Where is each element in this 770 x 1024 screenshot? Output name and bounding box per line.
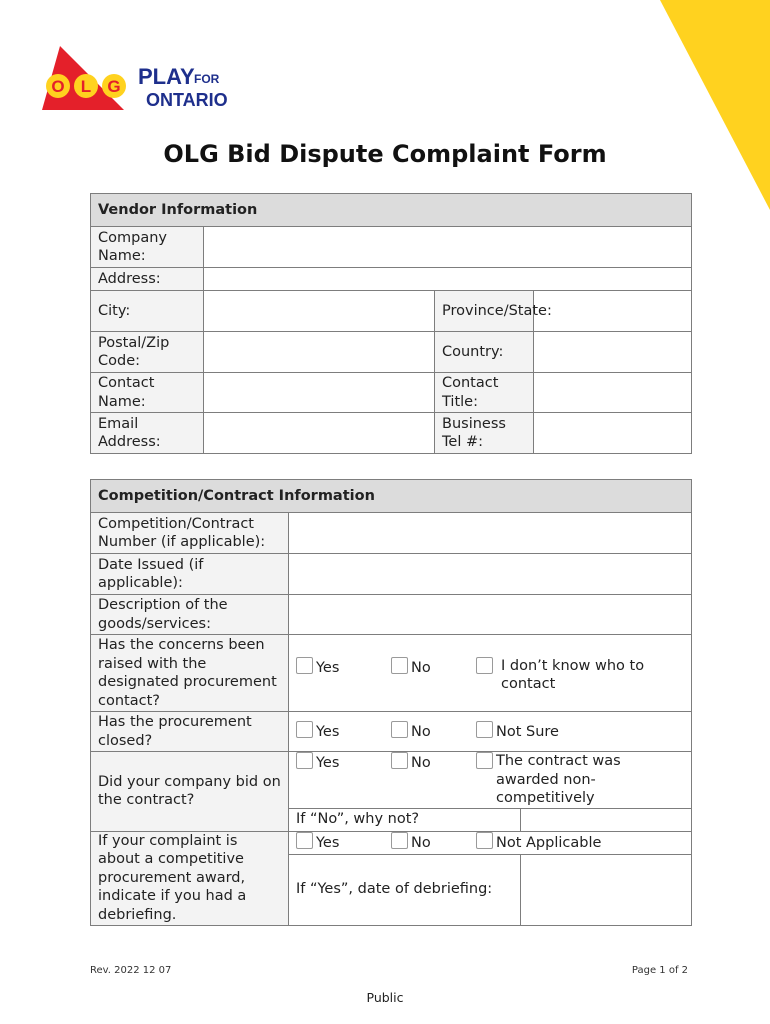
country-label: Country:: [435, 332, 534, 373]
debrief-question-label: If your complaint is about a competitive procurement award, indicate if you had a debriefing.: [91, 831, 289, 925]
debrief-date-field[interactable]: [521, 854, 692, 925]
checkbox-icon[interactable]: [476, 657, 493, 674]
concerns-raised-label: Has the concerns been raised with the designated procurement contact?: [91, 635, 289, 712]
address-label: Address:: [91, 268, 204, 291]
postal-zip-label: Postal/Zip Code:: [91, 332, 204, 373]
debrief-yes-option[interactable]: Yes: [296, 832, 391, 853]
did-bid-label: Did your company bid on the contract?: [91, 752, 289, 832]
date-issued-field[interactable]: [289, 554, 692, 595]
contact-title-field[interactable]: [534, 373, 692, 413]
contact-name-label: Contact Name:: [91, 373, 204, 413]
contact-title-label: Contact Title:: [435, 373, 534, 413]
debrief-date-label: If “Yes”, date of debriefing:: [289, 854, 521, 925]
logo-ontario: ONTARIO: [146, 90, 228, 110]
business-tel-field[interactable]: [534, 413, 692, 454]
checkbox-icon[interactable]: [391, 657, 408, 674]
country-field[interactable]: [534, 332, 692, 373]
description-field[interactable]: [289, 595, 692, 635]
checkbox-icon[interactable]: [476, 832, 493, 849]
revision-date: Rev. 2022 12 07: [90, 965, 172, 976]
competition-information-table: [90, 479, 692, 926]
logo-for: FOR: [194, 72, 220, 86]
closed-not-sure-option[interactable]: Not Sure: [476, 721, 559, 742]
closed-yes-option[interactable]: Yes: [296, 721, 391, 742]
province-state-field[interactable]: [534, 291, 692, 332]
checkbox-icon[interactable]: [296, 657, 313, 674]
contract-number-field[interactable]: [289, 513, 692, 554]
checkbox-icon[interactable]: [391, 832, 408, 849]
vendor-information-table: [90, 193, 692, 454]
company-name-label: Company Name:: [91, 227, 204, 268]
email-field[interactable]: [204, 413, 435, 454]
debrief-not-applicable-option[interactable]: Not Applicable: [476, 832, 601, 853]
date-issued-label: Date Issued (if applicable):: [91, 554, 289, 595]
address-field[interactable]: [204, 268, 692, 291]
city-field[interactable]: [204, 291, 435, 332]
contract-number-label: Competition/Contract Number (if applicable):: [91, 513, 289, 554]
closed-options: [289, 712, 692, 752]
concerns-no-option[interactable]: No: [391, 657, 476, 694]
debrief-no-option[interactable]: No: [391, 832, 476, 853]
concerns-yes-option[interactable]: Yes: [296, 657, 391, 694]
why-not-field[interactable]: [521, 808, 692, 831]
email-label: Email Address:: [91, 413, 204, 454]
debrief-options: [289, 831, 692, 854]
logo-letter-g: G: [107, 77, 121, 96]
olg-logo: [42, 46, 242, 114]
document-classification: Public: [366, 990, 404, 1005]
checkbox-icon[interactable]: [296, 721, 313, 738]
description-label: Description of the goods/services:: [91, 595, 289, 635]
vendor-section-header: Vendor Information: [91, 194, 692, 227]
company-name-field[interactable]: [204, 227, 692, 268]
why-not-label: If “No”, why not?: [289, 808, 521, 831]
bid-options: [289, 752, 692, 809]
contact-name-field[interactable]: [204, 373, 435, 413]
logo-letter-o: O: [51, 77, 65, 96]
checkbox-icon[interactable]: [296, 832, 313, 849]
province-state-label: Province/State:: [435, 291, 534, 332]
concerns-options: [289, 635, 692, 712]
postal-zip-field[interactable]: [204, 332, 435, 373]
corner-accent-graphic: [660, 0, 770, 210]
checkbox-icon[interactable]: [391, 721, 408, 738]
logo-play: PLAY: [138, 64, 195, 89]
form-title: OLG Bid Dispute Complaint Form: [163, 140, 607, 168]
page-number: Page 1 of 2: [631, 965, 688, 976]
bid-no-option[interactable]: No: [391, 752, 476, 808]
business-tel-label: Business Tel #:: [435, 413, 534, 454]
checkbox-icon[interactable]: [476, 721, 493, 738]
competition-section-header: Competition/Contract Information: [91, 480, 692, 513]
bid-yes-option[interactable]: Yes: [296, 752, 391, 808]
checkbox-icon[interactable]: [391, 752, 408, 769]
closed-no-option[interactable]: No: [391, 721, 476, 742]
city-label: City:: [91, 291, 204, 332]
concerns-unknown-option[interactable]: I don’t know who to contact: [476, 657, 684, 694]
checkbox-icon[interactable]: [476, 752, 493, 769]
logo-letter-l: L: [80, 77, 92, 96]
checkbox-icon[interactable]: [296, 752, 313, 769]
bid-non-competitive-option[interactable]: The contract was awarded non-competitively: [476, 752, 684, 808]
procurement-closed-label: Has the procurement closed?: [91, 712, 289, 752]
